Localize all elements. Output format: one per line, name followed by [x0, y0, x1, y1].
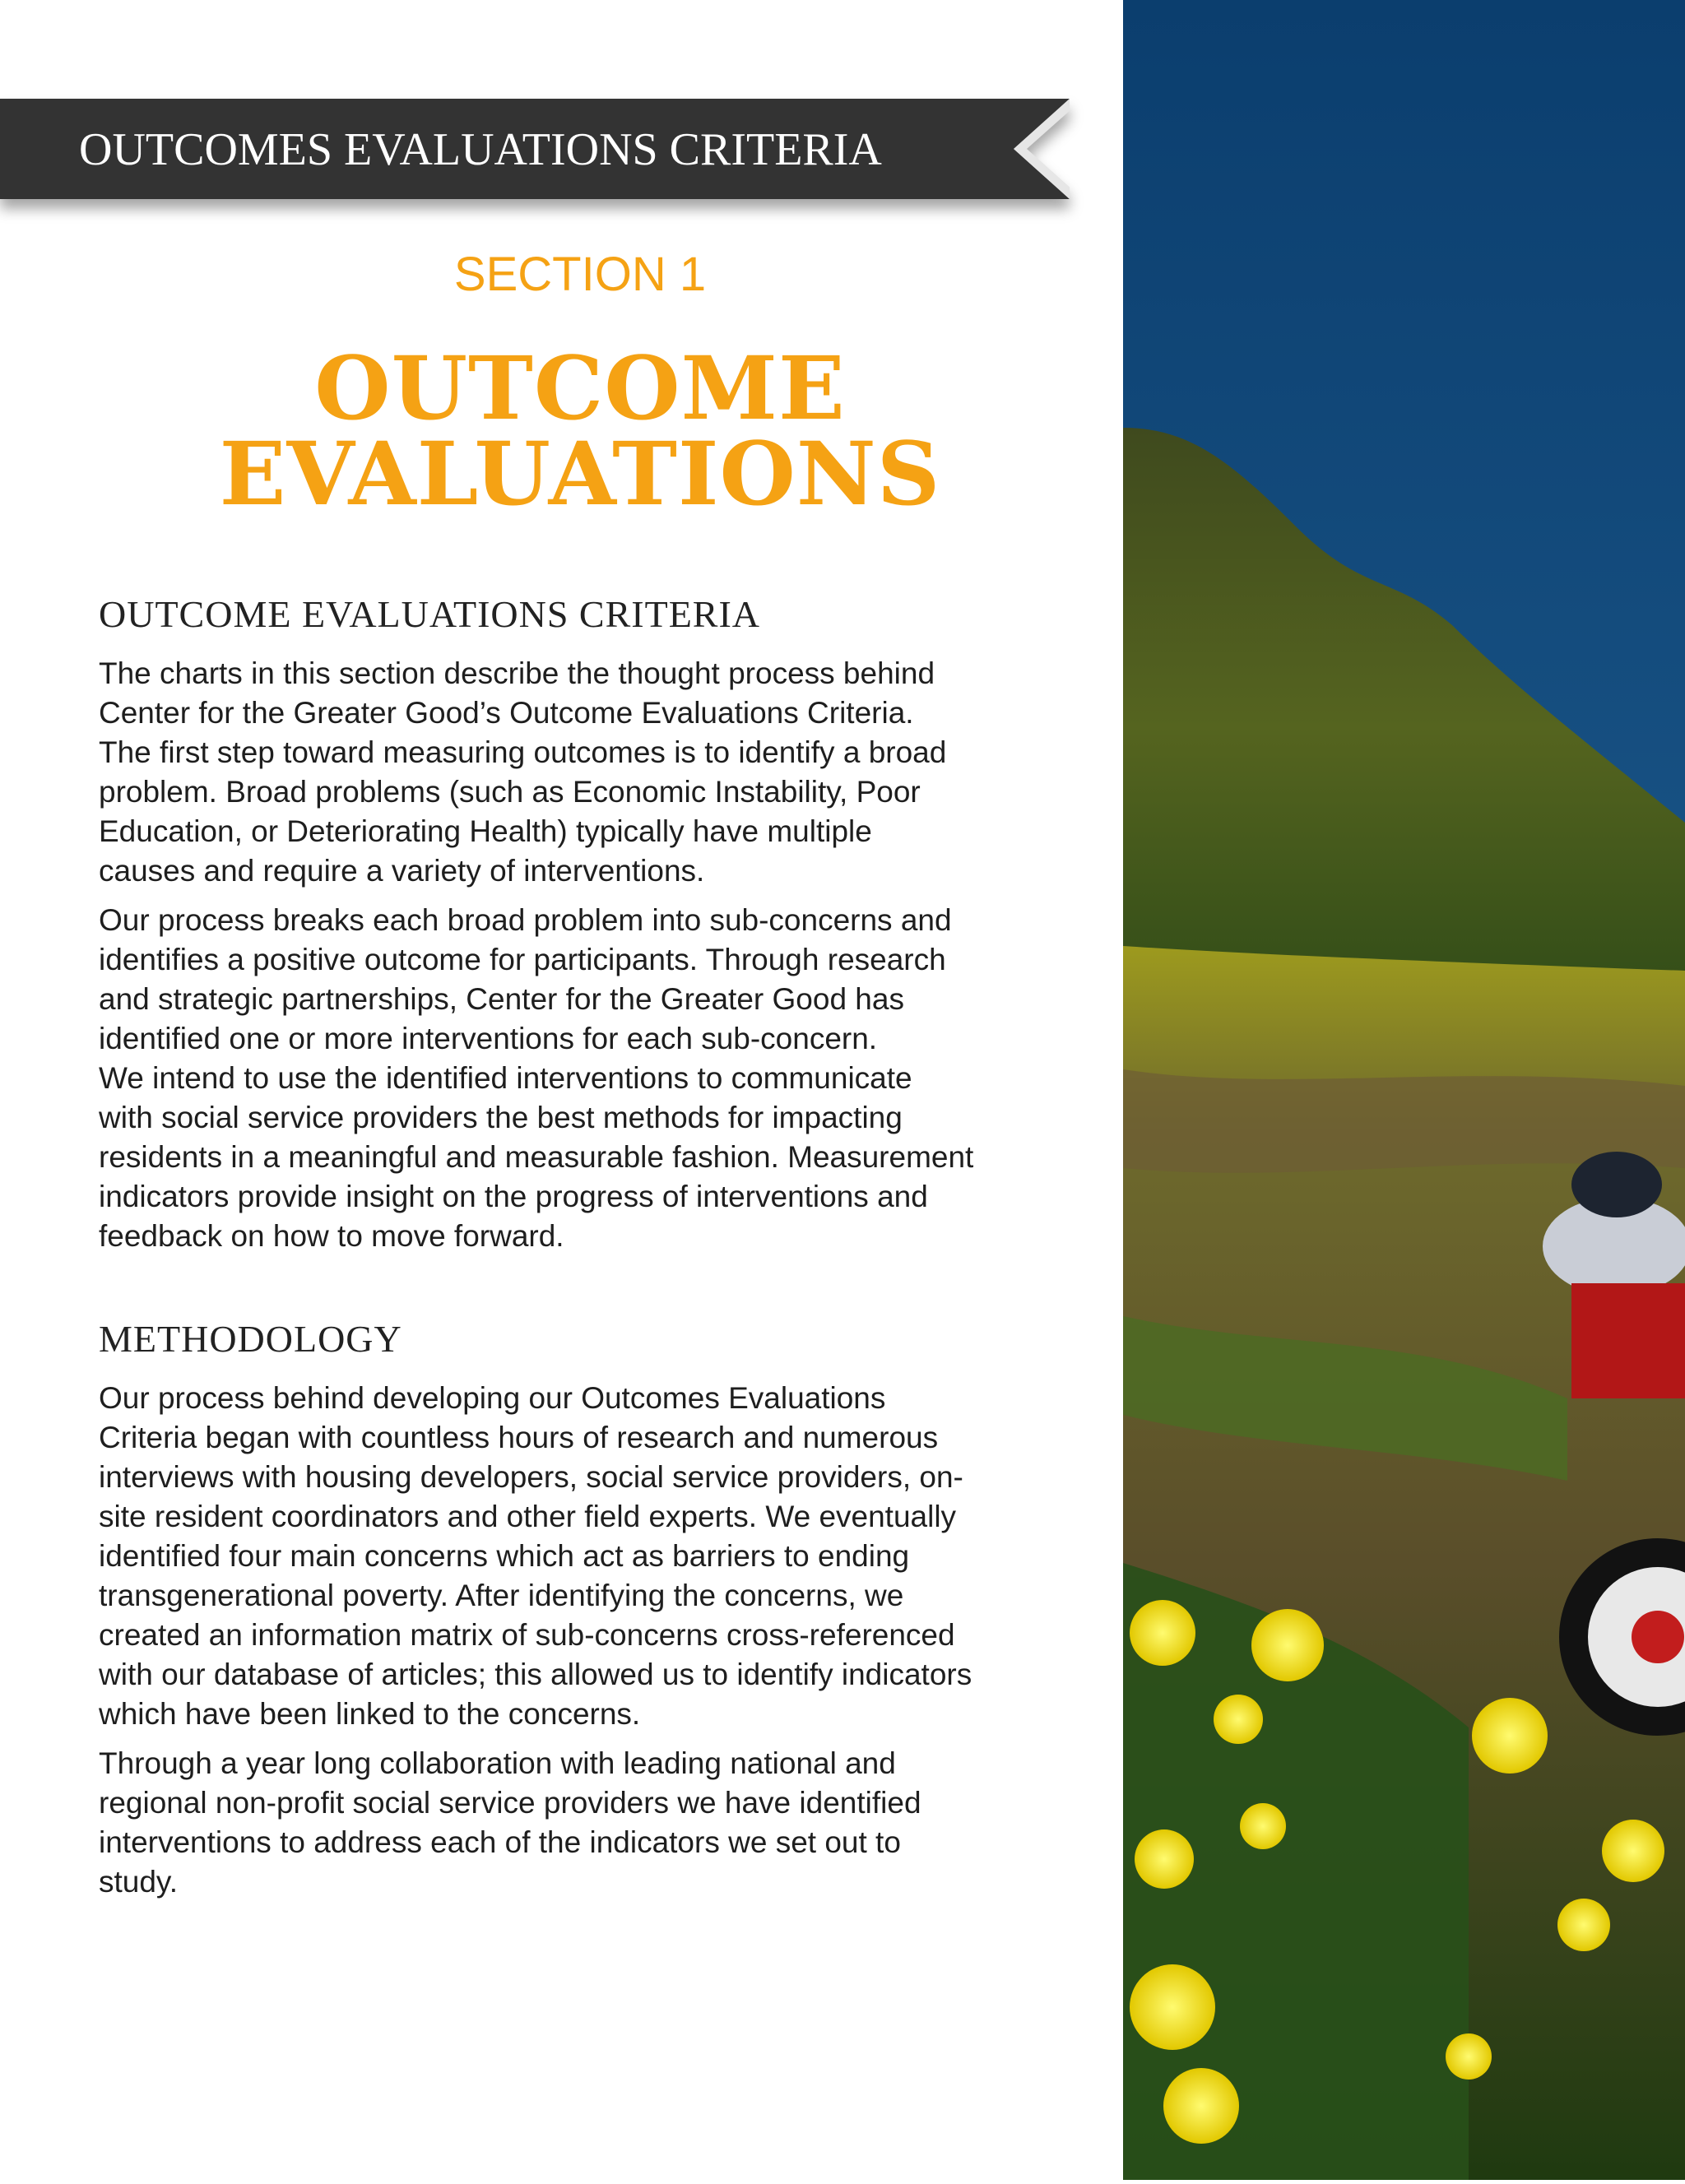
text-line: feedback on how to move forward.: [99, 1219, 564, 1253]
text-line: indicators provide insight on the progress of interventions and: [99, 1180, 928, 1213]
criteria-heading: OUTCOME EVALUATIONS CRITERIA: [99, 593, 761, 635]
text-line: which have been linked to the concerns.: [99, 1697, 641, 1731]
methodology-heading: METHODOLOGY: [99, 1318, 402, 1360]
page-title-line-1: OUTCOME: [314, 336, 846, 439]
section-label: SECTION 1: [453, 248, 707, 301]
text-line: problem. Broad problems (such as Economic Instability, Poor: [99, 775, 921, 809]
banner-title: OUTCOMES EVALUATIONS CRITERIA: [79, 124, 882, 175]
methodology-paragraph-2: [99, 1744, 1070, 1902]
text-line: Our process breaks each broad problem into sub-concerns and: [99, 903, 952, 937]
methodology-paragraph-1: [99, 1379, 1070, 1734]
text-line: created an information matrix of sub-concerns cross-referenced: [99, 1618, 955, 1652]
text-line: transgenerational poverty. After identifying the concerns, we: [99, 1579, 904, 1612]
text-line: Through a year long collaboration with leading national and: [99, 1746, 896, 1780]
text-line: identified one or more interventions for each sub-concern.: [99, 1022, 878, 1055]
text-line: We intend to use the identified interventions to communicate: [99, 1061, 912, 1095]
text-line: and strategic partnerships, Center for the Greater Good has: [99, 982, 904, 1016]
text-line: site resident coordinators and other field experts. We eventually: [99, 1500, 957, 1533]
text-line: causes and require a variety of interventions.: [99, 854, 705, 888]
body-content: [99, 592, 1070, 1912]
section-spacer: [99, 1266, 1070, 1317]
landscape-photo-illustration: [1123, 0, 1685, 2180]
text-line: Criteria began with countless hours of research and numerous: [99, 1421, 939, 1454]
text-line: residents in a meaningful and measurable fashion. Measurement: [99, 1140, 974, 1174]
text-line: study.: [99, 1865, 178, 1899]
text-line: interviews with housing developers, social service providers, on-: [99, 1460, 963, 1494]
text-line: The charts in this section describe the thought process behind: [99, 656, 935, 690]
text-line: identified four main concerns which act as barriers to ending: [99, 1539, 910, 1573]
landscape-photo: [1123, 0, 1685, 2180]
text-line: with our database of articles; this allowed us to identify indicators: [99, 1658, 972, 1691]
text-line: The first step toward measuring outcomes is to identify a broad: [99, 735, 947, 769]
page-title: [0, 336, 1160, 525]
criteria-paragraph-1: [99, 654, 1070, 891]
header-banner: [0, 99, 1070, 199]
text-line: with social service providers the best methods for impacting: [99, 1101, 903, 1134]
page-title-line-2: EVALUATIONS: [219, 422, 941, 525]
text-line: regional non-profit social service providers we have identified: [99, 1786, 921, 1820]
text-line: Our process behind developing our Outcomes Evaluations: [99, 1381, 886, 1415]
criteria-paragraph-2: [99, 901, 1070, 1256]
text-line: interventions to address each of the indicators we set out to: [99, 1825, 901, 1859]
text-line: Education, or Deteriorating Health) typically have multiple: [99, 814, 872, 848]
text-line: identifies a positive outcome for participants. Through research: [99, 943, 946, 976]
text-line: Center for the Greater Good’s Outcome Evaluations Criteria.: [99, 696, 914, 730]
